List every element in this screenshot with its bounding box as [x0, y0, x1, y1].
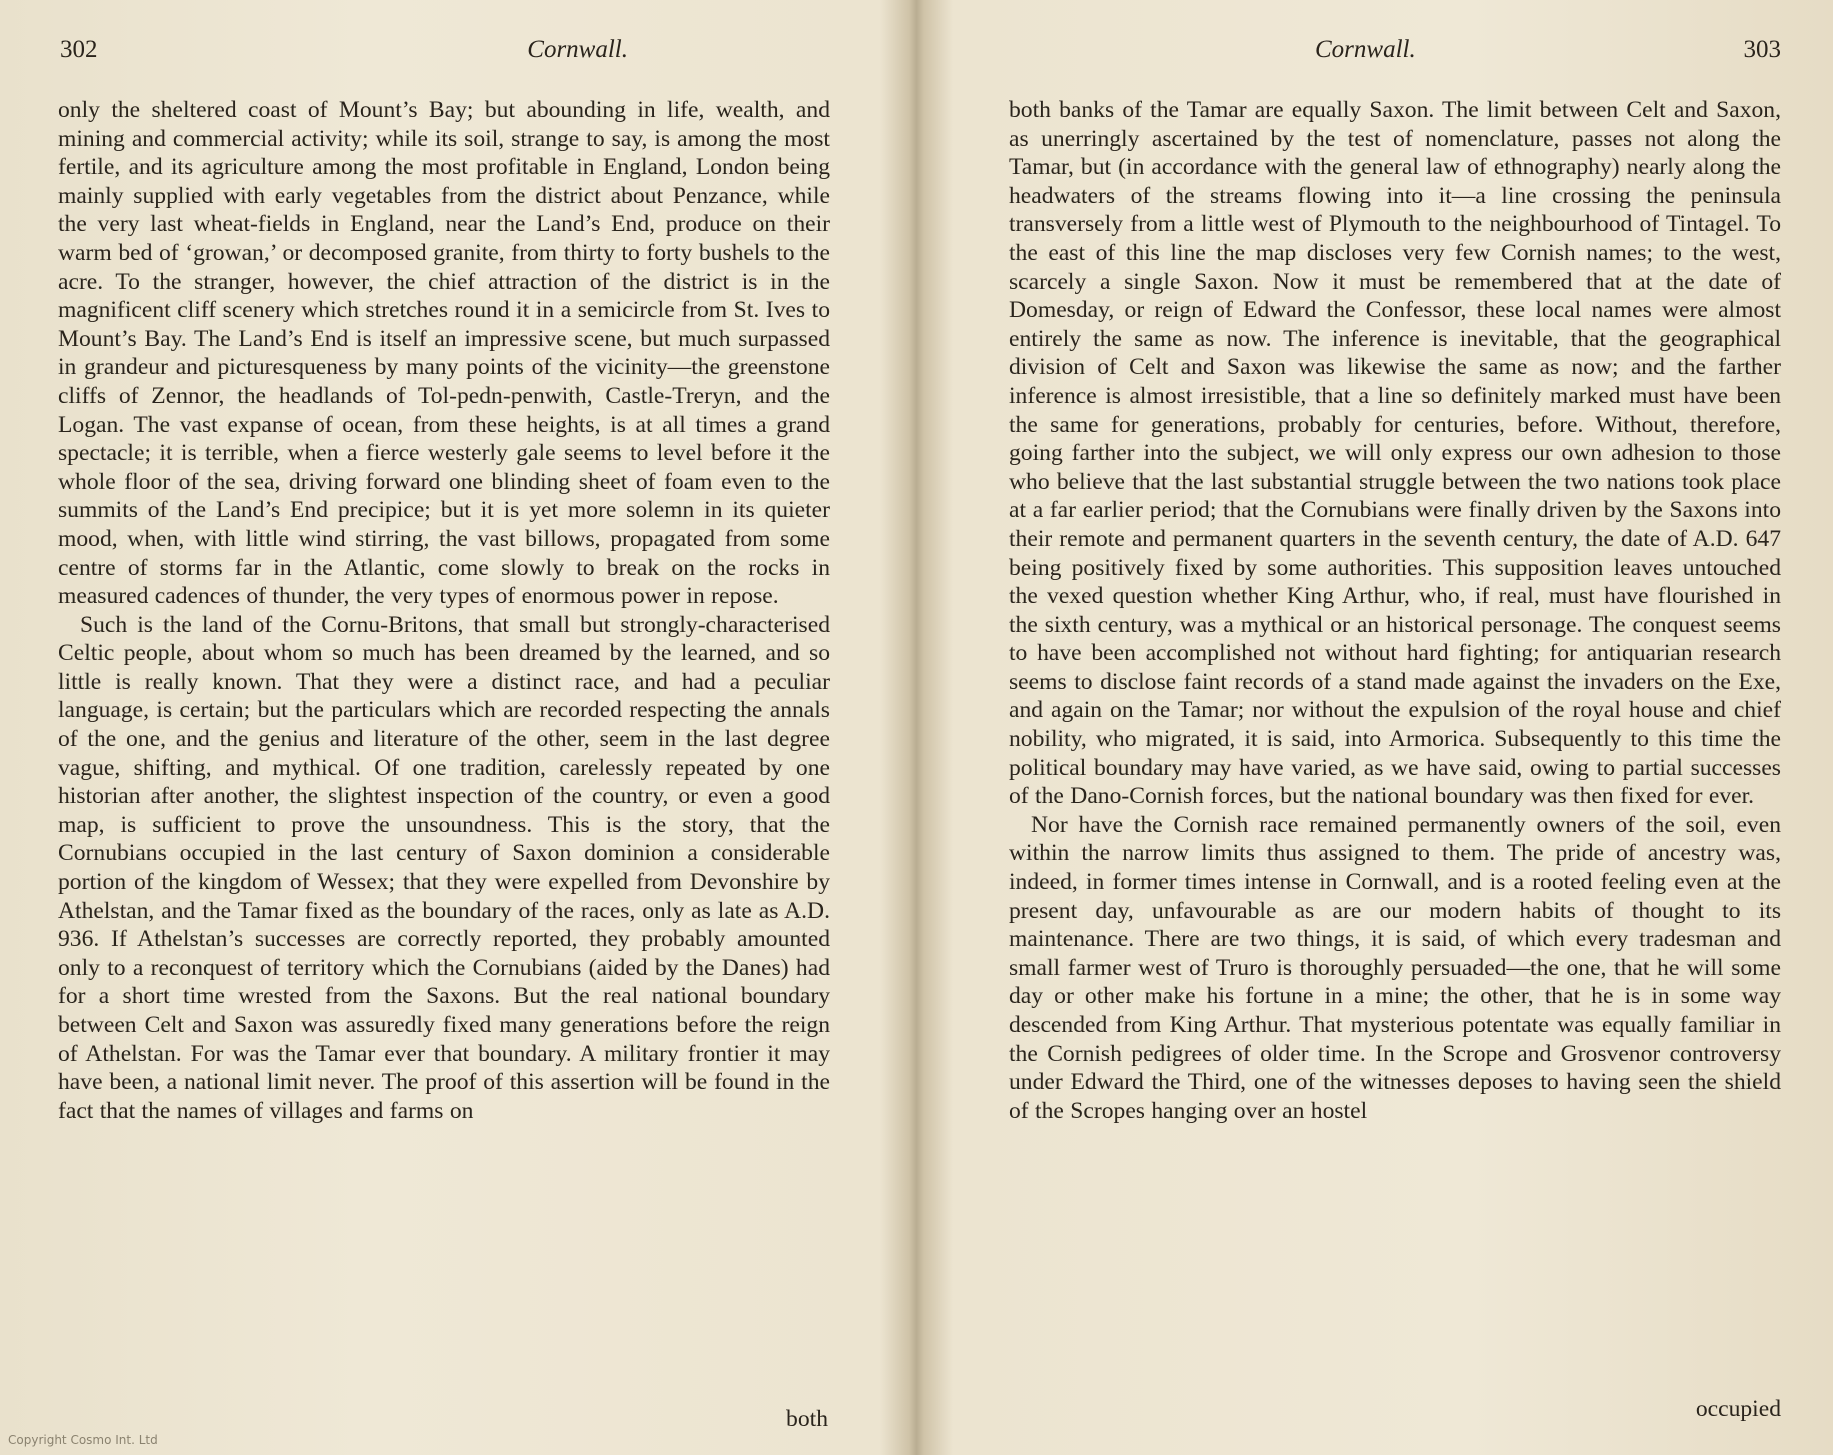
- left-page-header: [60, 36, 828, 64]
- paragraph: both banks of the Tamar are equally Saxon. The limit between Celt and Saxon, as unerringly ascertained by the test of nomenclature, passes not along the Tamar, but (in accordance with the general law of ethnography) nearly along the headwaters of the streams flowing into it—a line crossing the peninsula transversely from a little west of Plymouth to the neighbourhood of Tintagel. To the east of this line the map discloses very few Cornish names; to the west, scarcely a single Saxon. Now it must be remembered that at the date of Domesday, or reign of Edward the Confessor, these local names were almost entirely the same as now. The inference is inevitable, that the geographical division of Celt and Saxon was likewise the same as now; and the farther inference is almost irresistible, that a line so definitely marked must have been the same for generations, probably for centuries, before. Without, therefore, going farther into the subject, we will only express our own adhesion to those who believe that the last substantial struggle between the two nations took place at a far earlier period; that the Cornubians were finally driven by the Saxons into their remote and permanent quarters in the seventh century, the date of A.D. 647 being positively fixed by some authorities. This supposition leaves untouched the vexed question whether King Arthur, who, if real, must have flourished in the sixth century, was a mythical or an historical personage. The conquest seems to have been accomplished not without hard fighting; for antiquarian research seems to disclose faint records of a stand made against the invaders on the Exe, and again on the Tamar; nor without the expulsion of the royal house and chief nobility, who migrated, it is said, into Armorica. Subsequently to this time the political boundary may have varied, as we have said, owing to partial successes of the Dano-Cornish forces, but the national boundary was then fixed for ever.: [1009, 97, 1781, 810]
- left-page-text: [58, 96, 830, 1125]
- right-page-header: [1015, 36, 1781, 64]
- right-page-text: [1009, 96, 1781, 1125]
- running-title: Cornwall.: [1315, 36, 1416, 63]
- catchword: both: [786, 1406, 828, 1432]
- paragraph: Such is the land of the Cornu-Britons, that small but strongly-characterised Celtic people, about whom so much has been dreamed by the learned, and so little is really known. That they were a distinct race, and had a peculiar language, is certain; but the particulars which are recorded respecting the annals of the one, and the genius and literature of the other, seem in the last degree vague, shifting, and mythical. Of one tradition, carelessly repeated by one historian after another, the slightest inspection of the country, or even a good map, is sufficient to prove the unsoundness. This is the story, that the Cornubians occupied in the last century of Saxon dominion a considerable portion of the kingdom of Wessex; that they were expelled from Devonshire by Athelstan, and the Tamar fixed as the boundary of the races, only as late as A.D. 936. If Athelstan’s successes are correctly reported, they probably amounted only to a reconquest of territory which the Cornubians (aided by the Danes) had for a short time wrested from the Saxons. But the real national boundary between Celt and Saxon was assuredly fixed many generations before the reign of Athelstan. For was the Tamar ever that boundary. A military frontier it may have been, a national limit never. The proof of this assertion will be found in the fact that the names of villages and farms on: [58, 611, 830, 1124]
- catchword: occupied: [1695, 1396, 1781, 1422]
- paragraph: Nor have the Cornish race remained permanently owners of the soil, even within the narrow limits thus assigned to them. The pride of ancestry was, indeed, in former times intense in Cornwall, and is a rooted feeling even at the present day, unfavourable as are our modern habits of thought to its maintenance. There are two things, it is said, of which every tradesman and small farmer west of Truro is thoroughly persuaded—the one, that he will some day or other make his fortune in a mine; the other, that he is in some way descended from King Arthur. That mysterious potentate was equally familiar in the Cornish pedigrees of older time. In the Scrope and Grosvenor controversy under Edward the Third, one of the witnesses deposes to having seen the shield of the Scropes hanging over an hostel: [1009, 811, 1781, 1124]
- left-page: [0, 0, 916, 1455]
- page-number: 302: [60, 36, 98, 63]
- page-number: 303: [1743, 36, 1781, 63]
- running-title: Cornwall.: [527, 36, 628, 63]
- paragraph: only the sheltered coast of Mount’s Bay; but abounding in life, wealth, and mining and commercial activity; while its soil, strange to say, is among the most fertile, and its agriculture among the most profitable in England, London being mainly supplied with early vegetables from the district about Penzance, while the very last wheat-fields in England, near the Land’s End, produce on their warm bed of ‘growan,’ or decomposed granite, from thirty to forty bushels to the acre. To the stranger, however, the chief attraction of the district is in the magnificent cliff scenery which stretches round it in a semicircle from St. Ives to Mount’s Bay. The Land’s End is itself an impressive scene, but much surpassed in grandeur and picturesqueness by many points of the vicinity—the greenstone cliffs of Zennor, the headlands of Tol-pedn-penwith, Castle-Treryn, and the Logan. The vast expanse of ocean, from these heights, is at all times a grand spectacle; it is terrible, when a fierce westerly gale seems to level before it the whole floor of the sea, driving forward one blinding sheet of foam even to the summits of the Land’s End precipice; but it is yet more solemn in its quieter mood, when, with little wind stirring, the vast billows, propagated from some centre of storms far in the Atlantic, come slowly to break on the rocks in measured cadences of thunder, the very types of enormous power in repose.: [58, 97, 830, 610]
- copyright-watermark: Copyright Cosmo Int. Ltd: [8, 1433, 158, 1447]
- right-page: [917, 0, 1833, 1455]
